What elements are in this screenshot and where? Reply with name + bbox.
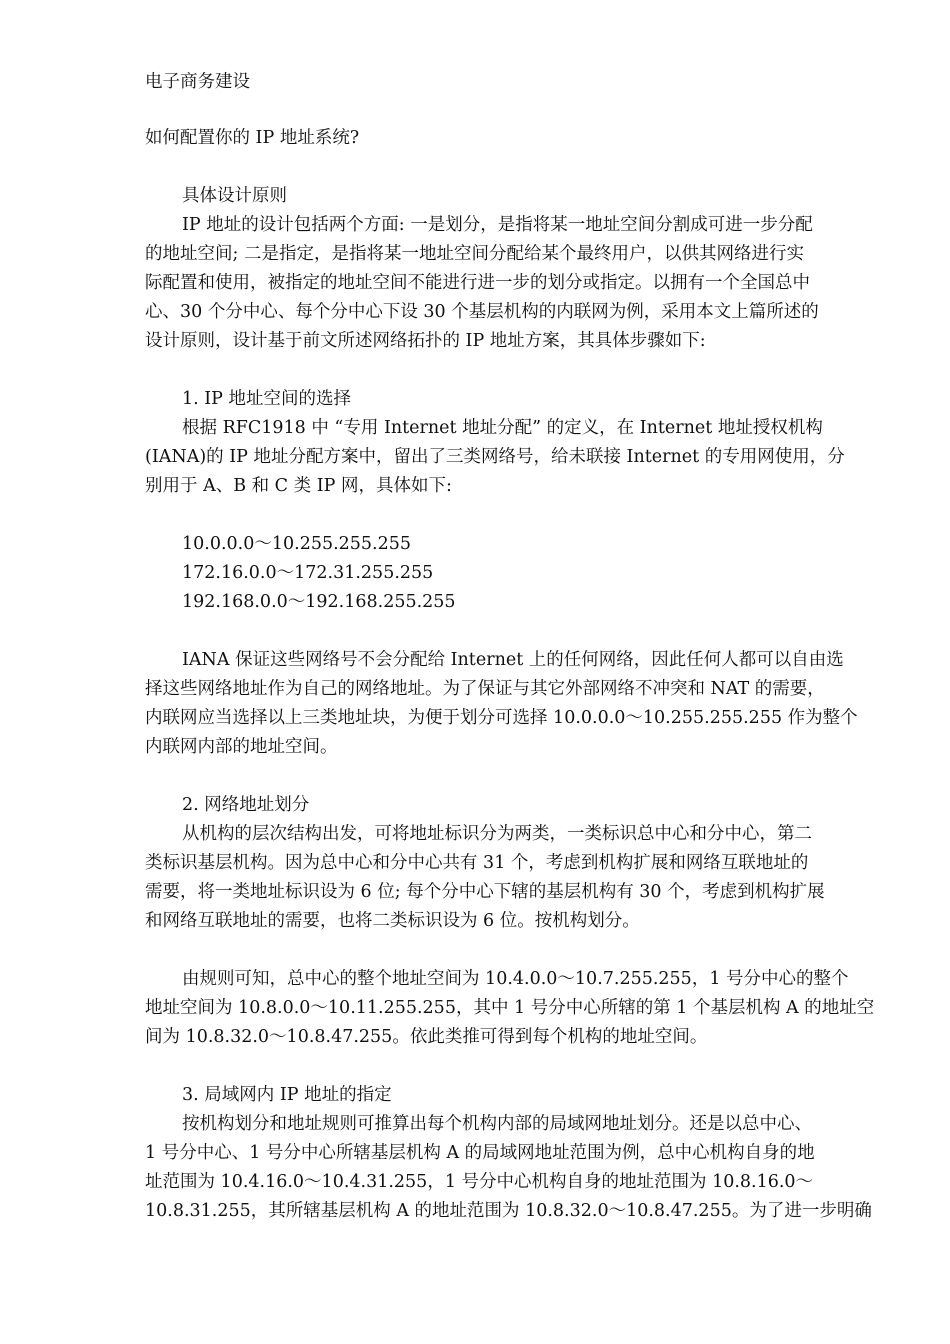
paragraph-line: 的地址空间; 二是指定，是指将某一地址空间分配给某个最终用户，以供其网络进行实	[145, 244, 804, 264]
section-3-paragraph	[145, 1110, 878, 1226]
paragraph-line: 10.8.31.255，其所辖基层机构 A 的地址范围为 10.8.32.0～10.8.47.255。为了进一步明确	[145, 1201, 872, 1221]
paragraph-line: 1 号分中心、1 号分中心所辖基层机构 A 的局域网地址范围为例，总中心机构自身的地	[145, 1143, 815, 1163]
address-range-item: 192.168.0.0～192.168.255.255	[182, 592, 456, 612]
spacer	[145, 356, 878, 385]
paragraph-line: 别用于 A、B 和 C 类 IP 网，具体如下:	[145, 476, 452, 496]
paragraph-line: 按机构划分和地址规则可推算出每个机构内部的局域网地址划分。还是以总中心、	[182, 1114, 812, 1134]
document-question: 如何配置你的 IP 地址系统?	[145, 128, 360, 148]
paragraph-line: 类标识基层机构。因为总中心和分中心共有 31 个，考虑到机构扩展和网络互联地址的	[145, 853, 809, 873]
spacer	[145, 936, 878, 965]
spacer	[145, 762, 878, 791]
rule-paragraph	[145, 965, 878, 1052]
spacer	[145, 501, 878, 530]
paragraph-line: 地址空间为 10.8.0.0～10.11.255.255，其中 1 号分中心所辖的第 1 个基层机构 A 的地址空	[145, 998, 875, 1018]
paragraph-line: 内联网内部的地址空间。	[145, 737, 338, 757]
spacer	[145, 97, 878, 112]
address-range-item: 10.0.0.0～10.255.255.255	[182, 534, 412, 554]
spacer	[145, 1052, 878, 1081]
section-2-heading: 2. 网络地址划分	[182, 795, 310, 815]
paragraph-line: 从机构的层次结构出发，可将地址标识分为两类，一类标识总中心和分中心，第二	[182, 824, 812, 844]
paragraph-line: 和网络互联地址的需要，也将二类标识设为 6 位。按机构划分。	[145, 911, 640, 931]
paragraph-line: IP 地址的设计包括两个方面: 一是划分，是指将某一地址空间分割成可进一步分配	[182, 215, 813, 235]
intro-heading: 具体设计原则	[182, 186, 287, 206]
paragraph-line: 择这些网络地址作为自己的网络地址。为了保证与其它外部网络不冲突和 NAT 的需要，	[145, 679, 825, 699]
intro-paragraph	[145, 211, 878, 356]
paragraph-line: (IANA)的 IP 地址分配方案中，留出了三类网络号，给未联接 Internet 的专用网使用，分	[145, 447, 845, 467]
spacer	[145, 153, 878, 182]
paragraph-line: 需要，将一类地址标识设为 6 位; 每个分中心下辖的基层机构有 30 个，考虑到机构扩展	[145, 882, 825, 902]
section-3-heading: 3. 局域网内 IP 地址的指定	[182, 1085, 392, 1105]
section-2-paragraph	[145, 820, 878, 936]
paragraph-line: IANA 保证这些网络号不会分配给 Internet 上的任何网络，因此任何人都可以自由选	[182, 650, 844, 670]
paragraph-line: 址范围为 10.4.16.0～10.4.31.255，1 号分中心机构自身的地址范围为 10.8.16.0～	[145, 1172, 814, 1192]
paragraph-line: 由规则可知，总中心的整个地址空间为 10.4.0.0～10.7.255.255，1 号分中心的整个	[182, 969, 849, 989]
iana-paragraph	[145, 646, 878, 762]
document-page	[145, 68, 878, 1226]
section-1-heading: 1. IP 地址空间的选择	[182, 389, 352, 409]
paragraph-line: 心、30 个分中心、每个分中心下设 30 个基层机构的内联网为例，采用本文上篇所述的	[145, 302, 819, 322]
paragraph-line: 间为 10.8.32.0～10.8.47.255。依此类推可得到每个机构的地址空间。	[145, 1027, 708, 1047]
paragraph-line: 根据 RFC1918 中 “专用 Internet 地址分配” 的定义，在 Internet 地址授权机构	[182, 418, 823, 438]
paragraph-line: 内联网应当选择以上三类地址块，为便于划分可选择 10.0.0.0～10.255.255.255 作为整个	[145, 708, 858, 728]
paragraph-line: 际配置和使用，被指定的地址空间不能进行进一步的划分或指定。以拥有一个全国总中	[145, 273, 810, 293]
address-range-item: 172.16.0.0～172.31.255.255	[182, 563, 434, 583]
address-range-list	[145, 530, 878, 617]
spacer	[145, 617, 878, 646]
document-title: 电子商务建设	[145, 72, 250, 92]
section-1-paragraph	[145, 414, 878, 501]
paragraph-line: 设计原则，设计基于前文所述网络拓扑的 IP 地址方案，其具体步骤如下:	[145, 331, 706, 351]
